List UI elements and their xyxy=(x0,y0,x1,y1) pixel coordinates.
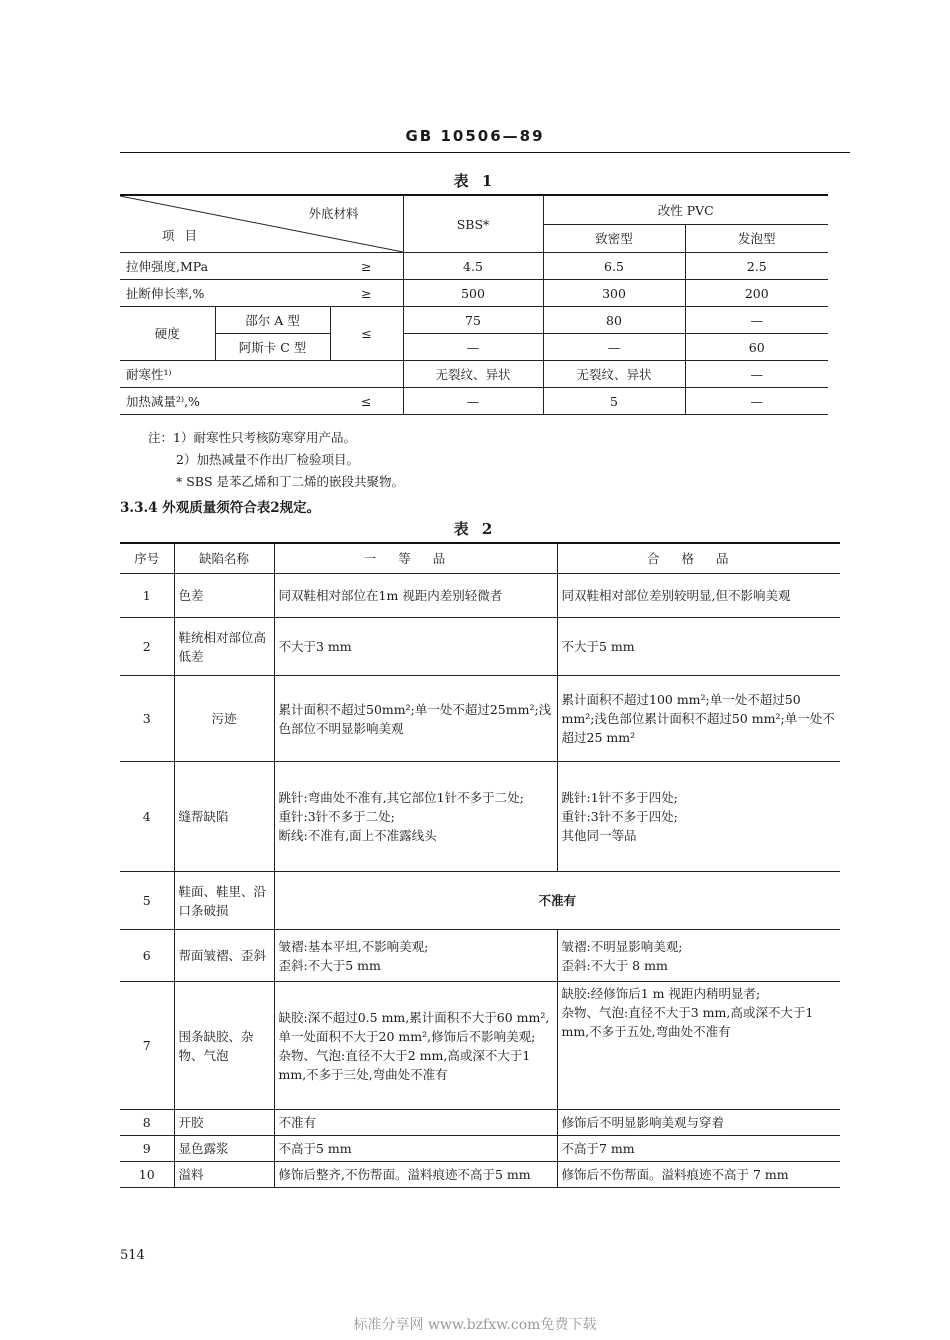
table-row: 阿斯卡 C 型 — — 60 xyxy=(120,334,828,361)
table1-caption: 表 1 xyxy=(453,172,497,190)
standard-number: GB 10506—89 xyxy=(405,127,545,145)
table-row: 5 鞋面、鞋里、沿口条破损 不准有 xyxy=(120,872,840,930)
note-3: * SBS 是苯乙烯和丁二烯的嵌段共聚物。 xyxy=(176,474,405,489)
table-row: 2 鞋统相对部位高低差 不大于3 mm 不大于5 mm xyxy=(120,618,840,676)
corner-top-label: 外底材料 xyxy=(308,206,359,221)
table-row: 耐寒性¹⁾ 无裂纹、异状 无裂纹、异状 — xyxy=(120,361,828,388)
col-foam: 发泡型 xyxy=(685,224,828,253)
table-row: 6 帮面皱褶、歪斜 皱褶:基本平坦,不影响美观; 歪斜:不大于5 mm 皱褶:不明显影响美观; 歪斜:不大于 8 mm xyxy=(120,930,840,982)
table-row: 10 溢料 修饰后整齐,不伤帮面。溢料痕迹不高于5 mm 修饰后不伤帮面。溢料痕迹不高于 7 mm xyxy=(120,1162,840,1188)
table-row: 拉伸强度,MPa ≥ 4.5 6.5 2.5 xyxy=(120,253,828,280)
table-row: 1 色差 同双鞋相对部位在1m 视距内差别轻微者 同双鞋相对部位差别较明显,但不影响美观 xyxy=(120,574,840,618)
page-number: 514 xyxy=(120,1248,145,1263)
table1-corner-cell xyxy=(120,195,403,253)
note-2: 2）加热减量不作出厂检验项目。 xyxy=(176,452,359,467)
hardness-label: 硬度 xyxy=(120,307,215,361)
col-sbs: SBS* xyxy=(403,195,543,253)
footer-watermark: 标准分享网 www.bzfxw.com免费下载 xyxy=(353,1317,597,1333)
header-rule xyxy=(120,152,850,153)
section-3-3-4: 3.3.4 外观质量须符合表2规定。 xyxy=(120,500,321,516)
table1 xyxy=(120,194,828,415)
table-row: 8 开胶 不准有 修饰后不明显影响美观与穿着 xyxy=(120,1110,840,1136)
table-row: 硬度 邵尔 A 型 ≤ 75 80 — xyxy=(120,307,828,334)
table-row: 3 污迹 累计面积不超过50mm²;单一处不超过25mm²;浅色部位不明显影响美观 累计面积不超过100 mm²;单一处不超过50 mm²;浅色部位累计面积不超过50 mm²;单一处不超过25 mm² xyxy=(120,676,840,762)
table-row: 7 围条缺胶、杂物、气泡 缺胶:深不超过0.5 mm,累计面积不大于60 mm²,单一处面积不大于20 mm²,修饰后不影响美观; 杂物、气泡:直径不大于2 mm,高或深不大于1 mm,不多于三处,弯曲处不准有 缺胶:经修饰后1 m 视距内稍明显者; 杂物、气泡:直径不大于3 mm,高或深不大于1 mm,不多于五处,弯曲处不准有 xyxy=(120,982,840,1110)
table-row: 9 显色露浆 不高于5 mm 不高于7 mm xyxy=(120,1136,840,1162)
corner-bottom-label: 项目 xyxy=(162,228,208,243)
table2 xyxy=(120,542,840,1188)
table2-caption: 表 2 xyxy=(453,520,497,538)
col-pvc: 改性 PVC xyxy=(543,195,828,224)
table2-header: 序号 缺陷名称 一等品 合格品 xyxy=(120,543,840,574)
table-row: 加热减量²⁾,% ≤ — 5 — xyxy=(120,388,828,415)
table-row: 扯断伸长率,% ≥ 500 300 200 xyxy=(120,280,828,307)
note-1: 注：1）耐寒性只考核防寒穿用产品。 xyxy=(148,430,356,445)
table-row: 4 缝帮缺陷 跳针:弯曲处不准有,其它部位1针不多于二处; 重针:3针不多于二处; 断线:不准有,面上不准露线头 跳针:1针不多于四处; 重针:3针不多于四处; 其他同一等品 xyxy=(120,762,840,872)
col-dense: 致密型 xyxy=(543,224,685,253)
